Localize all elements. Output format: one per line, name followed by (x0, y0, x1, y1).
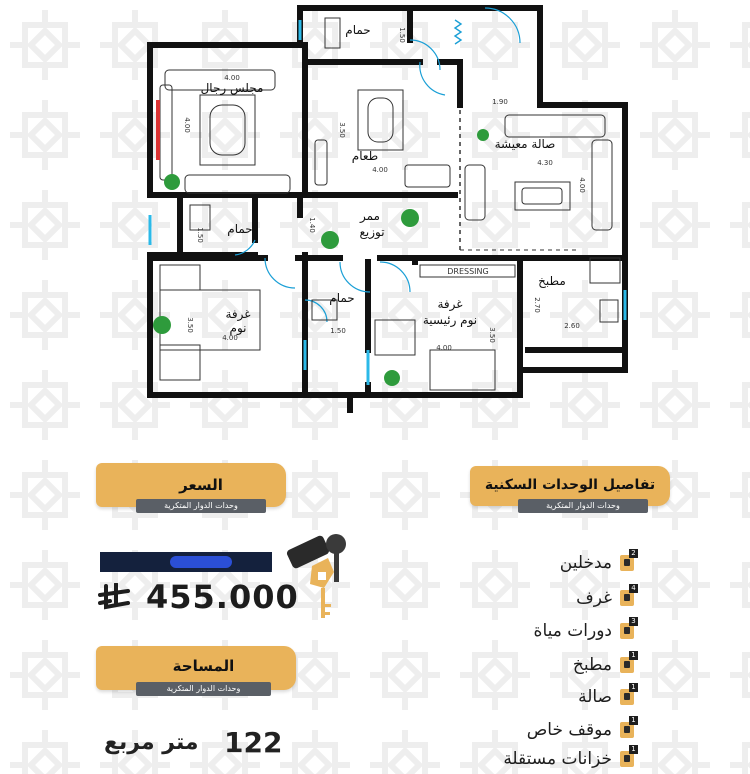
keys-icon (286, 528, 356, 633)
price-banner (96, 463, 286, 519)
dim-dining-w: 4.00 (372, 166, 388, 174)
room-bedroom: غرفة (225, 307, 251, 321)
dim-bed1-w: 4.00 (222, 334, 238, 342)
room-kitchen: مطبخ (538, 274, 566, 288)
details-subtitle: وحدات الدوار المتكرية (518, 499, 648, 513)
dim-wc-top-h: 1.50 (398, 27, 406, 43)
room-living: صالة معيشة (494, 137, 556, 151)
details-banner (470, 466, 670, 522)
dim-kitchen-h: 2.70 (533, 297, 541, 313)
feature-label: دورات مياة (533, 621, 612, 641)
dim-corr-h: 1.40 (308, 217, 316, 233)
price-subtitle: وحدات الدوار المتكرية (136, 499, 266, 513)
feature-label: خزانات مستقلة (503, 749, 612, 769)
feature-bathrooms (480, 617, 650, 643)
room-wc-top: حمام (345, 23, 371, 37)
feature-parking (480, 716, 650, 742)
dim-wc-mid-w: 1.50 (330, 327, 346, 335)
area-unit: متر مربع (104, 730, 199, 755)
dim-kitchen-w: 2.60 (564, 322, 580, 330)
room-master-2: نوم رئيسية (422, 313, 478, 327)
room-dressing: DRESSING (447, 267, 489, 276)
area-subtitle: وحدات الدوار المتكرية (136, 682, 271, 696)
feature-entrances (480, 549, 650, 575)
dim-master-h: 3.50 (488, 327, 496, 343)
area-value: 122 (224, 726, 283, 759)
room-corridor: ممر (360, 209, 380, 223)
feature-count: 2 (629, 549, 638, 558)
area-title: المساحة (172, 657, 235, 675)
dim-majlis-w: 4.00 (224, 74, 240, 82)
feature-label: صالة (578, 687, 612, 707)
feature-label: موقف خاص (526, 720, 612, 740)
details-title: تفاصيل الوحدات السكنية (484, 477, 656, 493)
dim-majlis-h: 4.00 (183, 117, 191, 133)
feature-count: 1 (629, 683, 638, 692)
feature-count: 3 (629, 617, 638, 626)
dim-wc-left-h: 1.50 (196, 227, 204, 243)
room-majlis: مجلس رجال (200, 81, 264, 95)
dim-bed1-h: 3.50 (186, 317, 194, 333)
room-wc-left: حمام (227, 222, 253, 236)
dim-living-top: 1.90 (492, 98, 508, 106)
feature-tanks (480, 745, 650, 771)
feature-count: 1 (629, 745, 638, 754)
room-dining: طعام (351, 149, 379, 163)
price-redaction-mark (170, 556, 232, 568)
feature-count: 1 (629, 716, 638, 725)
feature-label: مطبخ (572, 655, 612, 675)
room-corridor-2: توزيع (359, 225, 385, 239)
feature-label: غرف (576, 588, 612, 608)
feature-count: 4 (629, 584, 638, 593)
price-title: السعر (179, 476, 223, 494)
area-banner (96, 646, 296, 702)
feature-hall (480, 683, 650, 709)
room-master: غرفة (437, 297, 463, 311)
dim-dining-h: 3.50 (338, 122, 346, 138)
room-bedroom-2: نوم (229, 321, 247, 335)
dim-master-w: 4.00 (436, 344, 452, 352)
feature-label: مدخلين (559, 553, 612, 573)
feature-rooms (480, 584, 650, 610)
dim-living-w: 4.30 (537, 159, 553, 167)
feature-count: 1 (629, 651, 638, 660)
dim-living-h: 4.00 (578, 177, 586, 193)
room-wc-mid: حمام (329, 291, 355, 305)
feature-kitchen (480, 651, 650, 677)
riyal-icon (98, 583, 136, 613)
price-value: 455.000 (146, 578, 299, 616)
